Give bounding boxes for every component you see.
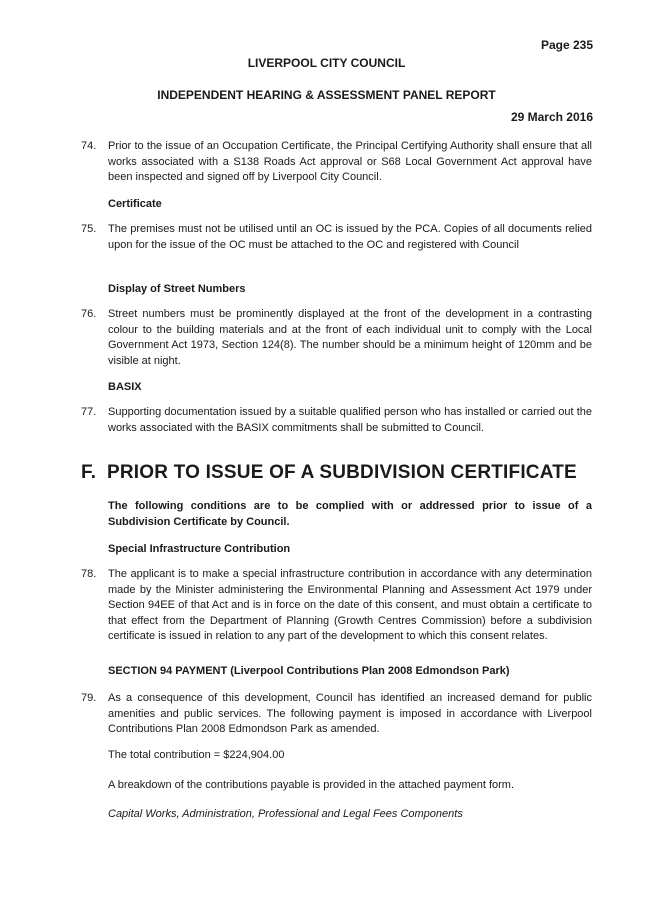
section-title: PRIOR TO ISSUE OF A SUBDIVISION CERTIFICATE: [107, 462, 577, 483]
item-number: 75.: [81, 223, 97, 235]
report-date: 29 March 2016: [510, 110, 593, 124]
subheading-basix: BASIX: [108, 381, 142, 393]
condition-79-text: As a consequence of this development, Council has identified an increased demand for public amenities and public services. The following payment is imposed in accordance with Liverpool Contributions Plan 2008 Edmondson Park as amended.: [108, 692, 592, 735]
section-letter: F.: [81, 462, 97, 483]
item-number: 74.: [81, 140, 97, 152]
condition-78-text: The applicant is to make a special infrastructure contribution in accordance with any determination made by the Minister administering the Environmental Planning and Assessment Act 1979 under Section 94EE of that Act and is in force on the date of this consent, and must obtain a certificate to that effect from the Department of Planning (Growth Centres Commission) before a subdivision certificate is issued in relation to any part of the development to which this consent relates.: [108, 568, 592, 642]
condition-76-text: Street numbers must be prominently displayed at the front of the development in a contrasting colour to the building materials and at the front of each individual unit to comply with the Local Government Act 1973, Section 124(8). The number should be a minimum height of 120mm and be visible at night.: [108, 308, 592, 367]
subheading-certificate: Certificate: [108, 198, 162, 210]
fee-components-heading: Capital Works, Administration, Professional and Legal Fees Components: [108, 808, 463, 820]
item-number: 78.: [81, 568, 97, 580]
subheading-section-94: SECTION 94 PAYMENT (Liverpool Contributions Plan 2008 Edmondson Park): [108, 665, 510, 677]
section-f-heading: [81, 462, 577, 484]
subheading-street-numbers: Display of Street Numbers: [108, 283, 246, 295]
item-number: 79.: [81, 692, 97, 704]
item-number: 76.: [81, 308, 97, 320]
condition-77-text: Supporting documentation issued by a suitable qualified person who has installed or carried out the works associated with the BASIX commitments shall be submitted to Council.: [108, 406, 592, 434]
condition-75-text: The premises must not be utilised until an OC is issued by the PCA. Copies of all documents relied upon for the issue of the OC must be attached to the OC and registered with Council: [108, 223, 592, 251]
council-name: LIVERPOOL CITY COUNCIL: [247, 56, 406, 70]
total-contribution: The total contribution = $224,904.00: [108, 749, 285, 761]
condition-74-text: Prior to the issue of an Occupation Certificate, the Principal Certifying Authority shall ensure that all works associated with a S138 Roads Act approval or S68 Local Government Act approval have been inspected and signed off by Liverpool City Council.: [108, 140, 592, 183]
page-number: Page 235: [540, 38, 593, 52]
breakdown-note: A breakdown of the contributions payable is provided in the attached payment form.: [108, 779, 515, 791]
subheading-special-infrastructure: Special Infrastructure Contribution: [108, 543, 291, 555]
item-number: 77.: [81, 406, 97, 418]
section-f-intro: The following conditions are to be complied with or addressed prior to issue of a Subdivision Certificate by Council.: [108, 500, 592, 528]
report-title: INDEPENDENT HEARING & ASSESSMENT PANEL REPORT: [157, 88, 496, 102]
